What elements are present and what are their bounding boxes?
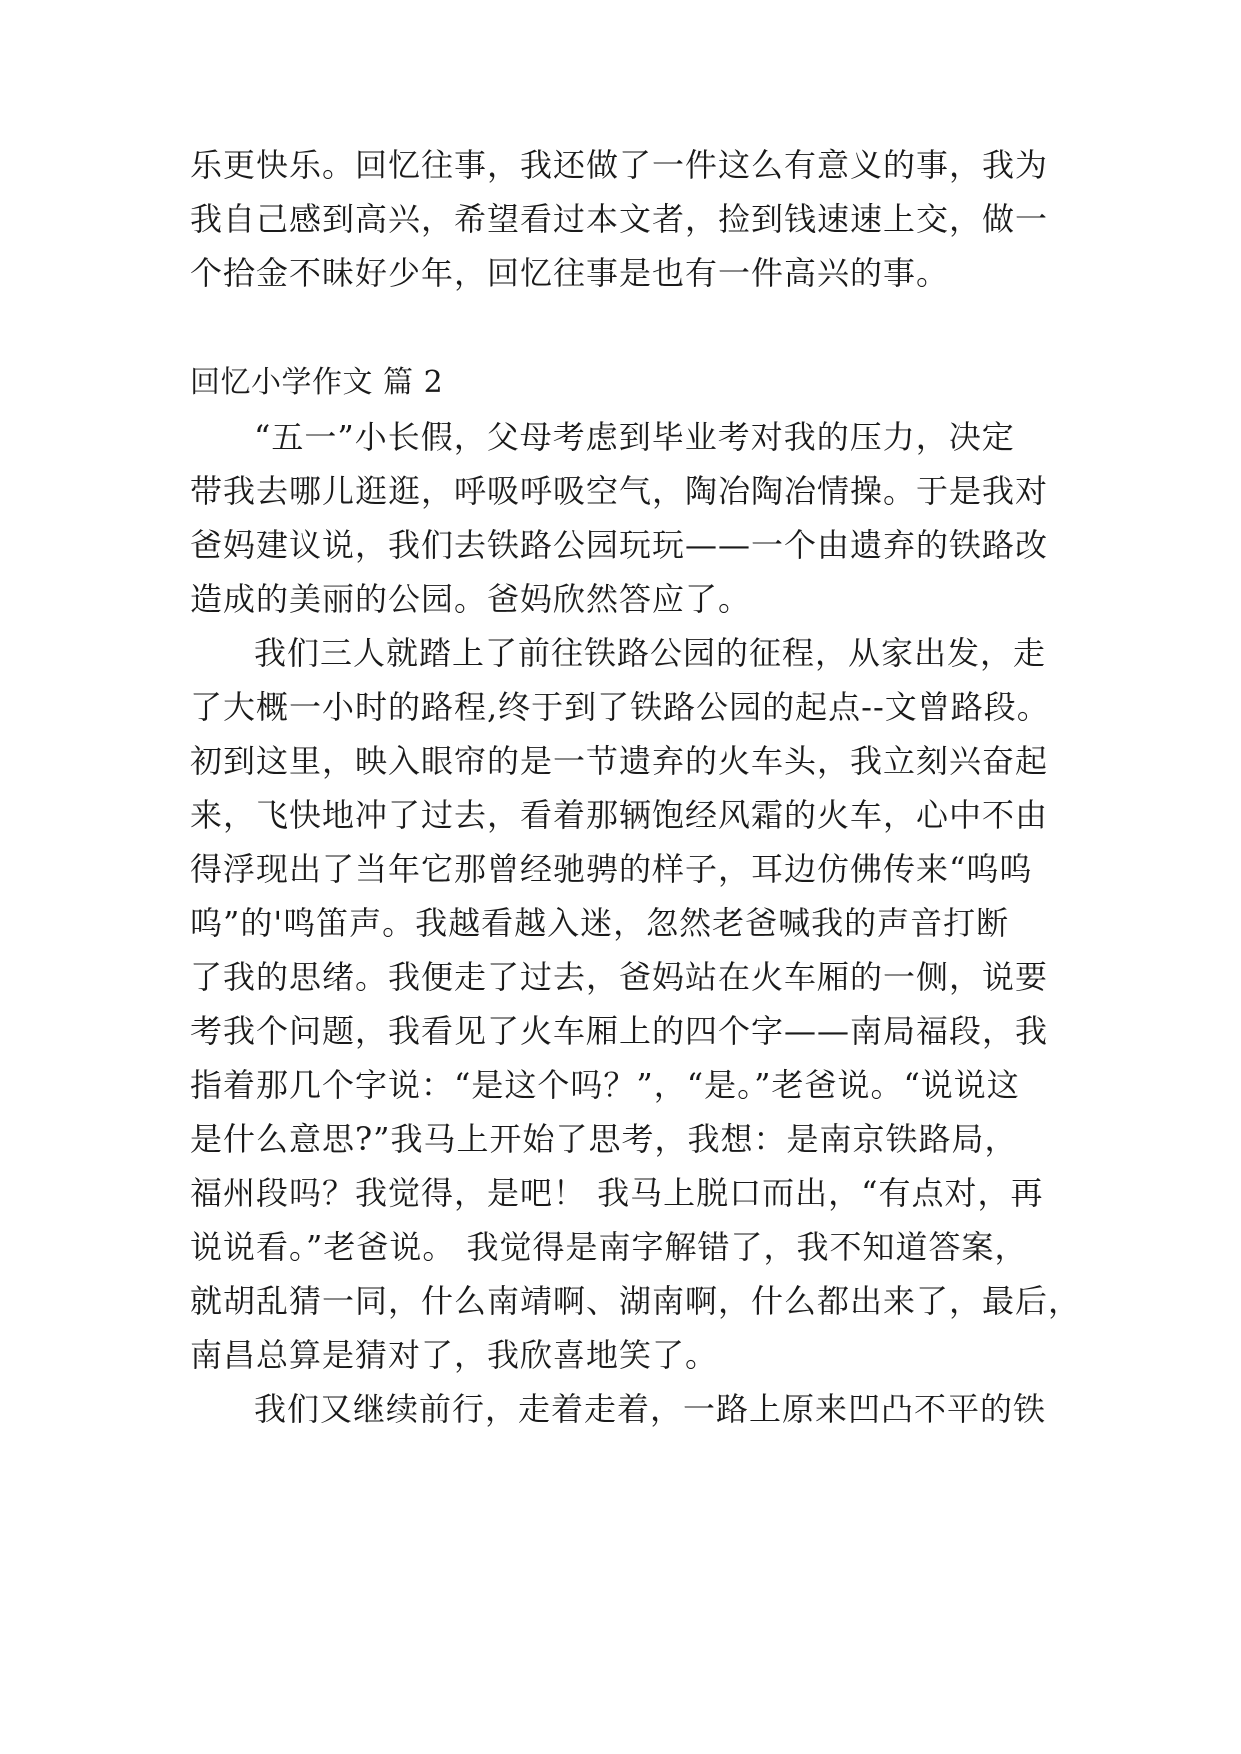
text-line: 爸妈建议说，我们去铁路公园玩玩——一个由遗弃的铁路改 [190, 526, 1049, 564]
text-line: 了我的思绪。我便走了过去，爸妈站在火车厢的一侧，说要 [190, 958, 1049, 996]
text-line: 得浮现出了当年它那曾经驰骋的样子，耳边仿佛传来“呜呜 [190, 850, 1033, 888]
text-line: 考我个问题，我看见了火车厢上的四个字——南局福段，我 [190, 1012, 1049, 1050]
text-line: 福州段吗？我觉得，是吧！ 我马上脱口而出，“有点对，再 [190, 1174, 1044, 1212]
text-line: “五一”小长假，父母考虑到毕业考对我的压力，决定 [254, 418, 1015, 456]
text-line: 带我去哪儿逛逛，呼吸呼吸空气，陶冶陶冶情操。于是我对 [190, 472, 1049, 510]
text-line: 呜”的'鸣笛声。我越看越入迷，忽然老爸喊我的声音打断 [190, 904, 1010, 942]
text-line: 来，飞快地冲了过去，看着那辆饱经风霜的火车，心中不由 [190, 796, 1049, 834]
text-line: 南昌总算是猜对了，我欣喜地笑了。 [190, 1336, 719, 1374]
text-line: 我们三人就踏上了前往铁路公园的征程，从家出发，走 [254, 634, 1047, 672]
text-line: 说说看。”老爸说。 我觉得是南字解错了，我不知道答案， [190, 1228, 1028, 1266]
text-line: 就胡乱猜一同，什么南靖啊、湖南啊，什么都出来了，最后， [190, 1282, 1082, 1320]
text-line: 我们又继续前行，走着走着，一路上原来凹凸不平的铁 [254, 1390, 1047, 1428]
text-line: 造成的美丽的公园。爸妈欣然答应了。 [190, 580, 752, 618]
text-line: 了大概一小时的路程,终于到了铁路公园的起点--文曾路段。 [190, 688, 1050, 726]
text-line: 我自己感到高兴，希望看过本文者，捡到钱速速上交，做一 [190, 200, 1049, 238]
text-line: 是什么意思?”我马上开始了思考，我想：是南京铁路局， [190, 1120, 1018, 1158]
text-line: 乐更快乐。回忆往事，我还做了一件这么有意义的事，我为 [190, 146, 1049, 184]
text-line: 个拾金不昧好少年，回忆往事是也有一件高兴的事。 [190, 254, 950, 292]
text-line: 指着那几个字说：“是这个吗？”，“是。”老爸说。“说说这 [190, 1066, 1020, 1104]
section-heading: 回忆小学作文 篇 2 [190, 365, 444, 400]
text-line: 初到这里，映入眼帘的是一节遗弃的火车头，我立刻兴奋起 [190, 742, 1049, 780]
